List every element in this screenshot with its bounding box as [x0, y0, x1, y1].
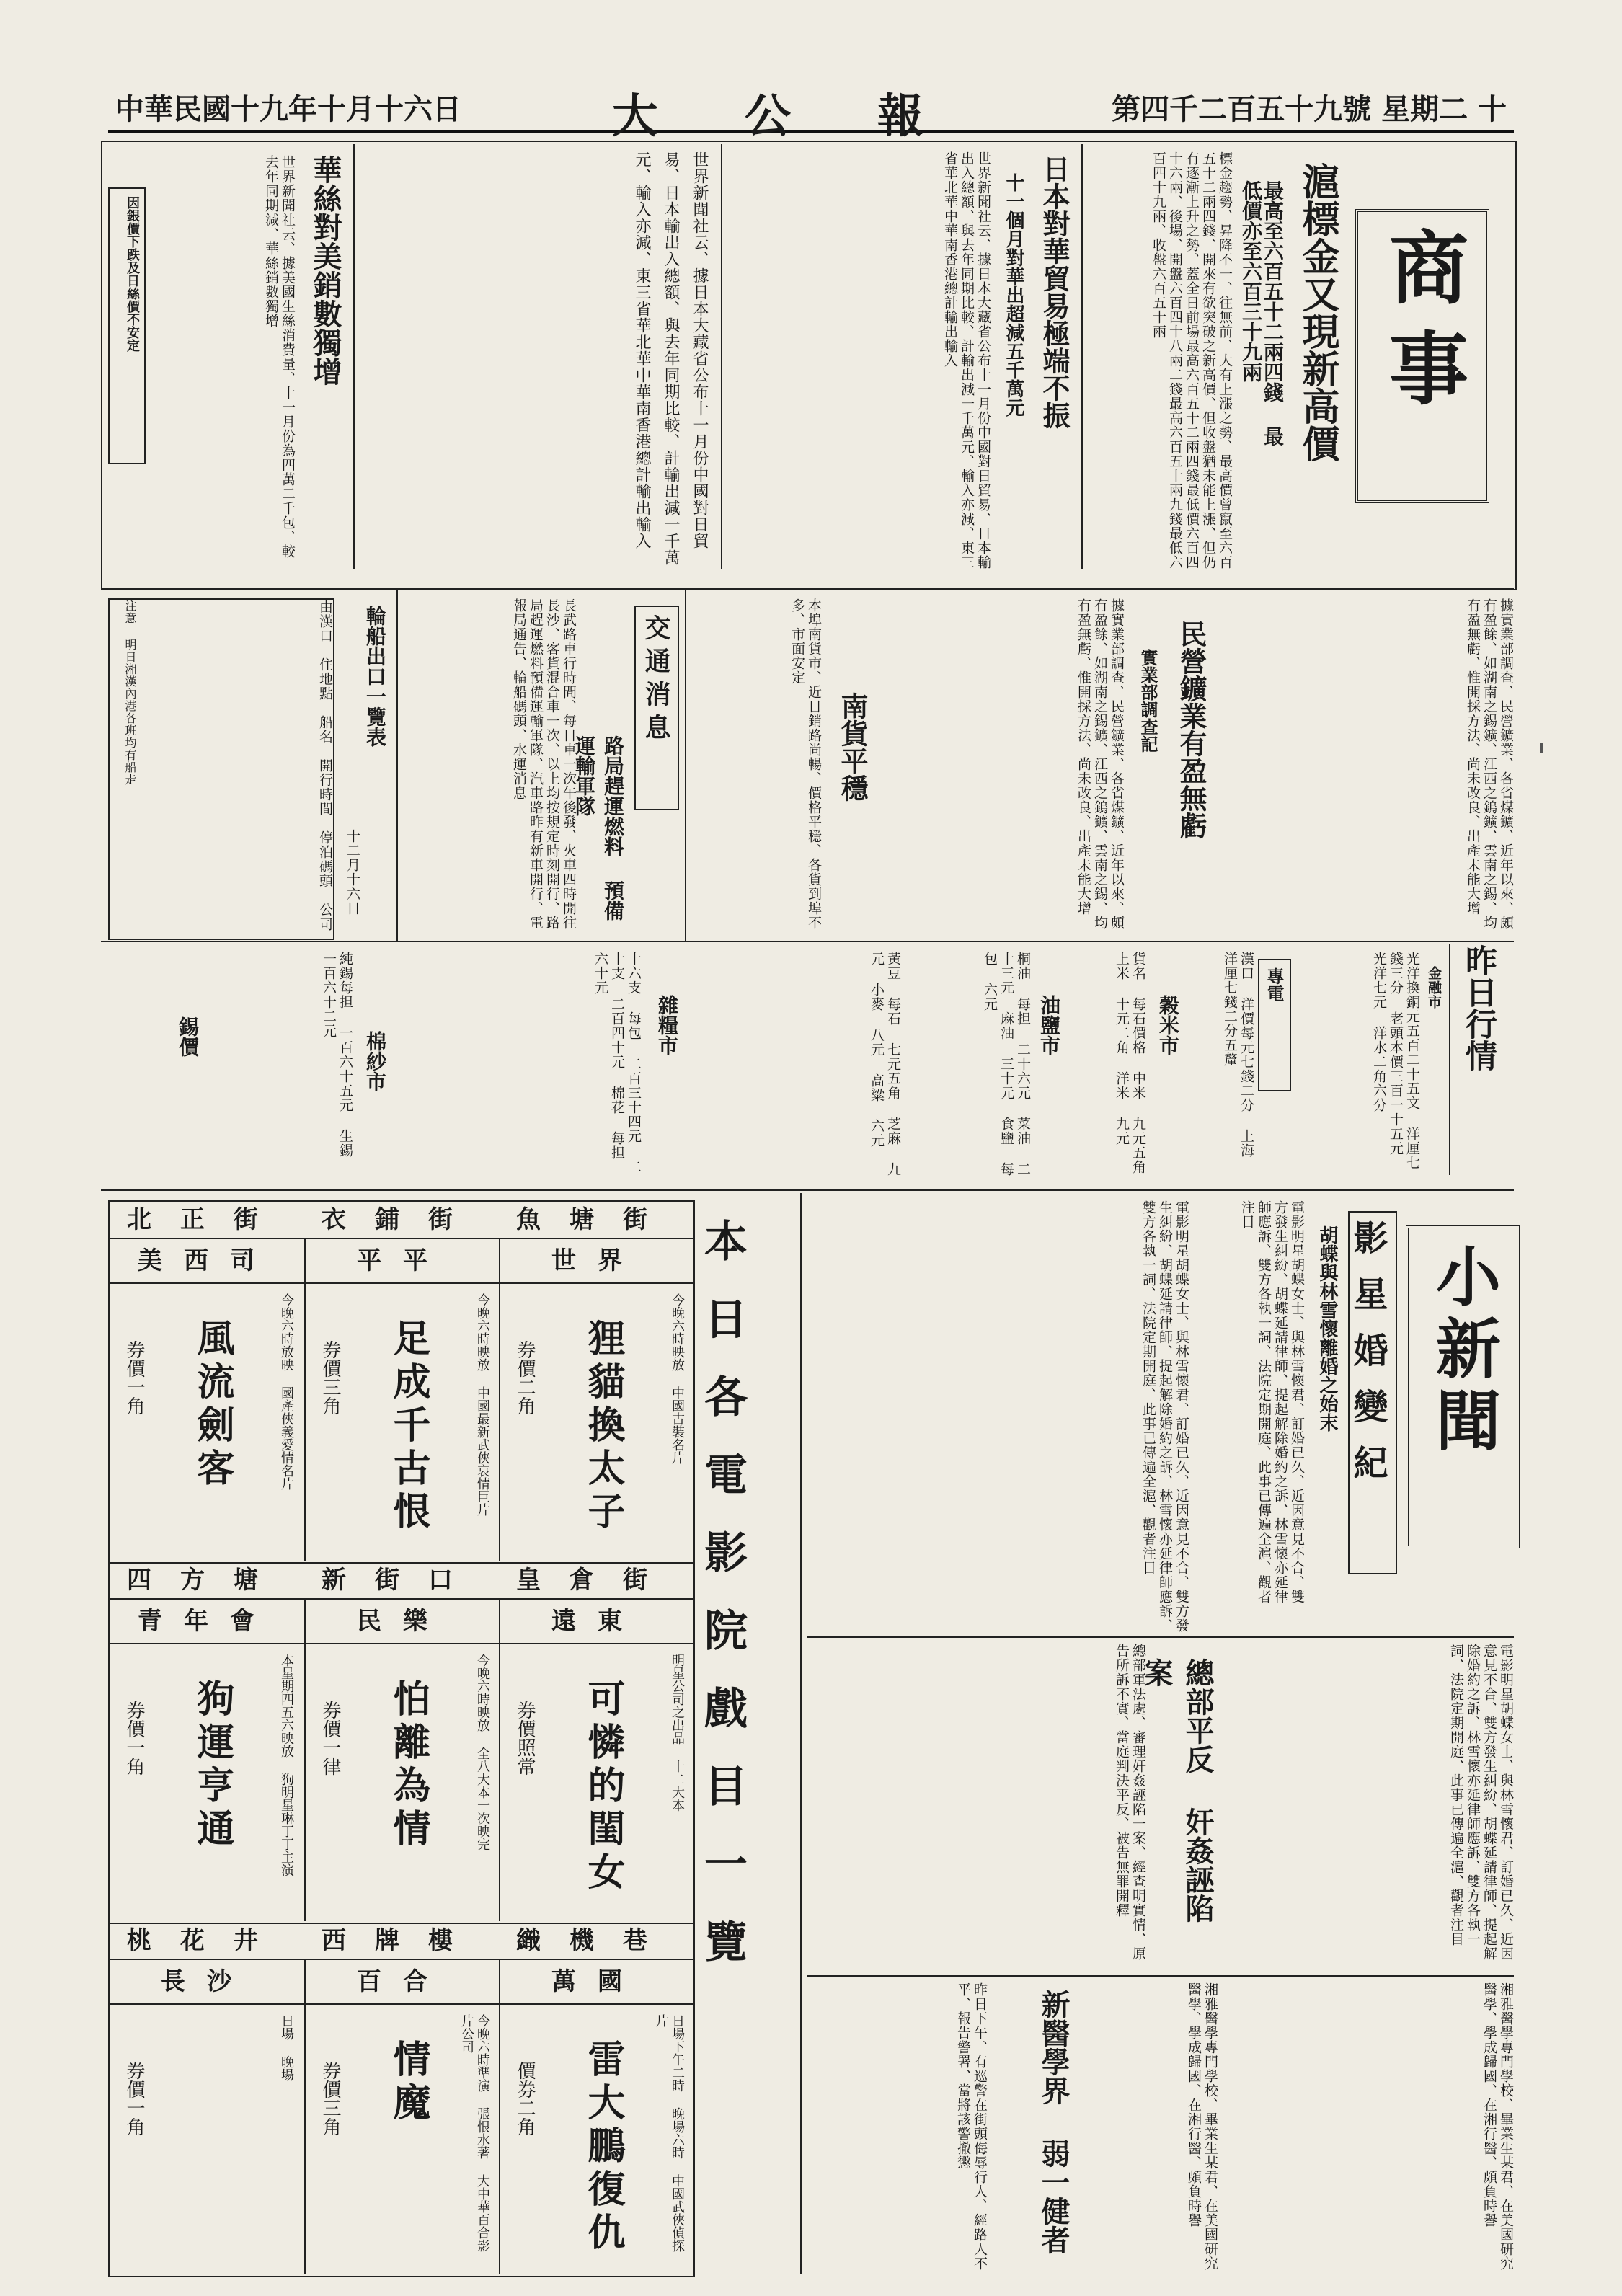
ship-table-header: 由漢口 住地點 船名 開行時間 停泊碼頭 公司: [317, 600, 333, 931]
section-rule: [807, 1636, 1514, 1638]
mining-article: 據實業部調查、民營鑛業、各省煤鑛、近年以來、頗有盈餘、如湖南之錫鑛、江西之鎢鑛、雲南之錫、均有盈無虧、惟開採方法、尚未改良、出產未能大增: [1076, 598, 1125, 930]
film-title: 可憐的閨女: [581, 1679, 625, 1895]
theater-name: 遠東: [500, 1600, 695, 1644]
cinema-listings: [108, 1200, 695, 2277]
film-title: 風流劍客: [190, 1318, 234, 1491]
film-headline: 影星婚變紀: [1348, 1211, 1397, 1574]
mining-left-article: 據實業部調查、民營鑛業、各省煤鑛、近年以來、頗有盈餘、如湖南之錫鑛、江西之鎢鑛、雲南之錫、均有盈無虧、惟開採方法、尚未改良、出產未能大增: [1465, 598, 1514, 930]
cinema-row: [110, 1562, 693, 1924]
health-headline: 新醫學界 弱一健者: [1037, 1990, 1071, 2254]
theater-name: 萬國: [500, 1960, 695, 2005]
film-subheadline: 胡蝶與林雪懷離婚之始末: [1316, 1225, 1338, 1432]
film-article-continued: 電影明星胡蝶女士、與林雪懷君、訂婚已久、近因意見不合、雙方發生糾紛、胡蝶延請律師、提起解除婚約之訴、林雪懷亦延律師應訴、雙方各執一詞、法院定期開庭、此事已傳遍全滬、觀者注目: [1140, 1200, 1189, 1633]
trade-subheadline: 十一個月對華出超減五千萬元: [1003, 173, 1024, 417]
cargo-article: 本埠南貨市、近日銷路尚暢、價格平穩、各貨到埠不多、市面安定: [789, 598, 822, 930]
cinema-row: [110, 1923, 693, 2276]
theater-listing: [110, 1960, 304, 2274]
film-title: 狗運亨通: [190, 1679, 234, 1852]
trade-article: 世界新聞社云、據日本大藏省公布十一月份中國對日貿易、日本輸出入總額、與去年同期比較、計輸出減一千萬元、輸入亦減、東三省華北華中華南香港總計輸出輸入: [942, 151, 991, 569]
ticket-price: 券價一角: [123, 1340, 145, 1415]
column-rule: [685, 588, 686, 941]
rice-market-title: 穀米市: [1156, 995, 1180, 1055]
ticket-price: 券價三角: [319, 1340, 341, 1415]
film-title: 狸貓換太子: [581, 1318, 625, 1535]
fold-mark: [1540, 743, 1543, 753]
trade-headline: 日本對華貿易極端不振: [1038, 155, 1071, 429]
silk-article: 世界新聞社云、據美國生絲消費量、十一月份為四萬二千包、較去年同期減、華絲銷數獨增: [263, 155, 296, 559]
news-section-title: 小新聞: [1406, 1225, 1520, 1548]
theater-listing: [499, 1239, 695, 1561]
misc-market-title: 雜糧市: [655, 995, 679, 1055]
section-rule: [807, 1975, 1514, 1977]
theater-note: 本星期四五六映放 狗明星琳丁丁主演: [279, 1654, 294, 1876]
ticket-price: 券價一律: [319, 1701, 341, 1776]
cinema-title: 本日各電影院戲目一覽: [697, 1218, 748, 1997]
masthead-issue: 第四千二百五十九號 星期二 十: [1112, 92, 1507, 126]
ticket-price: 券價二角: [514, 1340, 536, 1415]
theater-name: 美西司: [110, 1239, 304, 1284]
misc-news-article: 電影明星胡蝶女士、與林雪懷君、訂婚已久、近因意見不合、雙方發生糾紛、胡蝶延請律師、提起解除婚約之訴、林雪懷亦延律師應訴、雙方各執一詞、法院定期開庭、此事已傳遍全滬、觀者注目: [1448, 1644, 1514, 1961]
traffic-headline: 路局趕運燃料 預備運輸軍隊: [572, 735, 625, 921]
ship-table-title: 輪船出口一覽表: [363, 606, 387, 747]
cargo-headline: 南貨平穩: [836, 692, 869, 802]
theater-name: 青年會: [110, 1600, 304, 1644]
theater-listing: [499, 1600, 695, 1921]
theater-listing: [499, 1960, 695, 2274]
theater-listing: [110, 1239, 304, 1561]
street-label: 北正街: [110, 1202, 304, 1239]
mining-headline: 民營鑛業有盈無虧: [1175, 620, 1207, 839]
masthead: [108, 79, 1514, 143]
theater-listing: [304, 1239, 500, 1561]
ticket-price: 券價照常: [514, 1701, 536, 1776]
crime-article: 總部軍法處、審理奸姦誣陷一案、經查明實情、原告所訴不實、當庭判決平反、被告無罪開釋: [1114, 1644, 1146, 1961]
gold-subheadline: 最高至六百五十二兩四錢 最低價亦至六百三十九兩: [1239, 180, 1285, 446]
theater-name: 百合: [306, 1960, 500, 2005]
theater-note: 日場 晚場: [279, 2014, 294, 2081]
column-rule: [1081, 144, 1083, 569]
police-article: 昨日下午、有巡警在街頭侮辱行人、經路人不平、報告警署、當將該警撤懲: [955, 1982, 988, 2271]
theater-note: 今晚六時映放 中國古裝名片: [670, 1293, 685, 1464]
mining-subheadline: 實業部調查記: [1138, 649, 1158, 753]
crime-headline: 總部平反 奸姦誣陷案: [1140, 1658, 1215, 1923]
theater-note: 今晚六時放映 國產俠義愛情名片: [279, 1293, 294, 1490]
health-article: 湘雅醫學專門學校、畢業生某君、在美國研究醫學、學成歸國、在湘行醫、頗負時譽: [1186, 1982, 1218, 2271]
column-rule: [353, 144, 355, 569]
street-label: 四方塘: [110, 1562, 304, 1600]
traffic-title: 交通消息: [634, 606, 679, 810]
market-finance-text: 光洋換銅元五百二十五文 洋厘七錢三分 老頭本價三百一十五元 光洋七元 洋水二角六分: [1371, 952, 1420, 1170]
theater-name: 長沙: [110, 1960, 304, 2005]
film-article: 電影明星胡蝶女士、與林雪懷君、訂婚已久、近因意見不合、雙方發生糾紛、胡蝶延請律師、提起解除婚約之訴、林雪懷亦延律師應訴、雙方各執一詞、法院定期開庭、此事已傳遍全滬、觀者注目: [1239, 1200, 1305, 1604]
ticket-price: 券價一角: [123, 1701, 145, 1776]
cotton-market-text: 十六支 每包 二百三十四元 二十支 二百四十元 棉花 每担 六十元: [593, 952, 642, 1174]
column-rule: [800, 1193, 802, 2274]
film-title: 情魔: [386, 2039, 430, 2126]
market-finance-title: 金融市: [1426, 966, 1442, 1009]
section-rule: [101, 1189, 1514, 1191]
metal-market-text: 純錫每担 一百六十五元 生錫 一百六十二元: [321, 952, 353, 1158]
street-label: 皇倉街: [499, 1562, 693, 1600]
section-rule: [101, 941, 1514, 942]
column-rule: [721, 144, 722, 569]
masthead-title: 大公報: [612, 89, 1010, 143]
special-cable-title: 專電: [1258, 959, 1291, 1091]
cinema-row: [110, 1202, 693, 1564]
silk-note: 因銀價下跌及日絲價不安定: [108, 187, 146, 464]
street-label: 衣鋪街: [304, 1202, 499, 1239]
column-rule: [396, 588, 398, 941]
oil-market-title: 油鹽市: [1037, 995, 1061, 1055]
theater-name: 民樂: [306, 1600, 500, 1644]
theater-note: 今晚六時準演 張恨水著 大中華百合影片公司: [459, 2014, 490, 2252]
film-title: 怕離為情: [386, 1679, 430, 1852]
street-label: 新街口: [304, 1562, 499, 1600]
business-section-title: 商事: [1355, 209, 1489, 503]
theater-note: 今晚六時映放 全八大本一次映完: [475, 1654, 490, 1850]
metal-market-title: 錫價: [176, 1016, 200, 1057]
ticket-price: 價券二角: [514, 2061, 536, 2136]
street-label: 西牌樓: [304, 1923, 499, 1960]
theater-listing: [110, 1600, 304, 1921]
theater-listing: [304, 1600, 500, 1921]
ship-table-date: 十二月十六日: [345, 829, 360, 916]
misc-market-text: 黃豆 每石 七元五角 芝麻 九元 小麥 八元 高粱 六元: [869, 952, 901, 1176]
ticket-price: 券價一角: [123, 2061, 145, 2136]
cotton-market-title: 棉紗市: [363, 1031, 387, 1091]
theater-note: 明星公司之出品 十二大本: [670, 1654, 685, 1812]
masthead-date: 中華民國十九年十月十六日: [115, 92, 461, 126]
theater-note: 日場下午二時 晚場六時 中國武俠偵探片: [654, 2014, 685, 2252]
theater-note: 今晚六時映放 中國最新武俠哀情巨片: [475, 1293, 490, 1516]
theater-name: 世界: [500, 1239, 695, 1284]
film-title: 足成千古恨: [386, 1318, 430, 1535]
street-label: 桃花井: [110, 1923, 304, 1960]
oil-market-text: 桐油 每担 二十六元 菜油 二十三元 麻油 三十元 食鹽 每包 六元: [982, 952, 1031, 1176]
market-title: 昨日行情: [1449, 944, 1501, 1175]
ship-table-notes: 注意 明日湘漢內港各班均有船走: [123, 600, 137, 786]
theater-listing: [304, 1960, 500, 2274]
trade-table-continued: 世界新聞社云、據日本大藏省公布十一月份中國對日貿易、日本輸出入總額、與去年同期比較、計輸出減一千萬元、輸入亦減、東三省華北華中華南香港總計輸出輸入: [633, 151, 709, 566]
street-label: 魚塘街: [499, 1202, 693, 1239]
gold-headline: 滬標金又現新高價: [1295, 162, 1339, 462]
street-label: 織機巷: [499, 1923, 693, 1960]
traffic-article: 長武路車行時間、每日車一次午後發、火車四時開往長沙、客貨混合車一次、以上均按規定時刻開行、路局趕運燃料預備運輸軍隊、汽車路昨有新車開行、電報局通告、輪船碼頭、水運消息: [511, 598, 577, 930]
section-rule: [101, 588, 1514, 589]
theater-name: 平平: [306, 1239, 500, 1284]
silk-headline: 華絲對美銷數獨增: [309, 155, 342, 386]
rice-market-text: 貨名 每石價格 中米 九元五角 上米 十元二角 洋米 九元: [1114, 952, 1146, 1174]
special-cable-text: 漢口 洋價每元七錢二分 上海 洋厘七錢二分五釐: [1222, 952, 1254, 1158]
film-title: 雷大鵬復仇: [581, 2039, 625, 2256]
ticket-price: 券價三角: [319, 2061, 341, 2136]
ship-table: [108, 598, 334, 940]
health-lead-article: 湘雅醫學專門學校、畢業生某君、在美國研究醫學、學成歸國、在湘行醫、頗負時譽: [1481, 1982, 1514, 2271]
gold-article: 標金趨勢、昇降不一、往無前、大有上漲之勢、最高價曾竄至六百五十二兩四錢、開來有欲突破之新高價、但收盤猶未能上漲、但仍有逐漸上升之勢、蓋全日前場最高六百五十二兩四錢最低價六百四十六兩、後場、開盤六百四十八兩二錢最高六百五十兩九錢最低六百四十九兩、收盤六百五十兩: [1151, 151, 1233, 569]
